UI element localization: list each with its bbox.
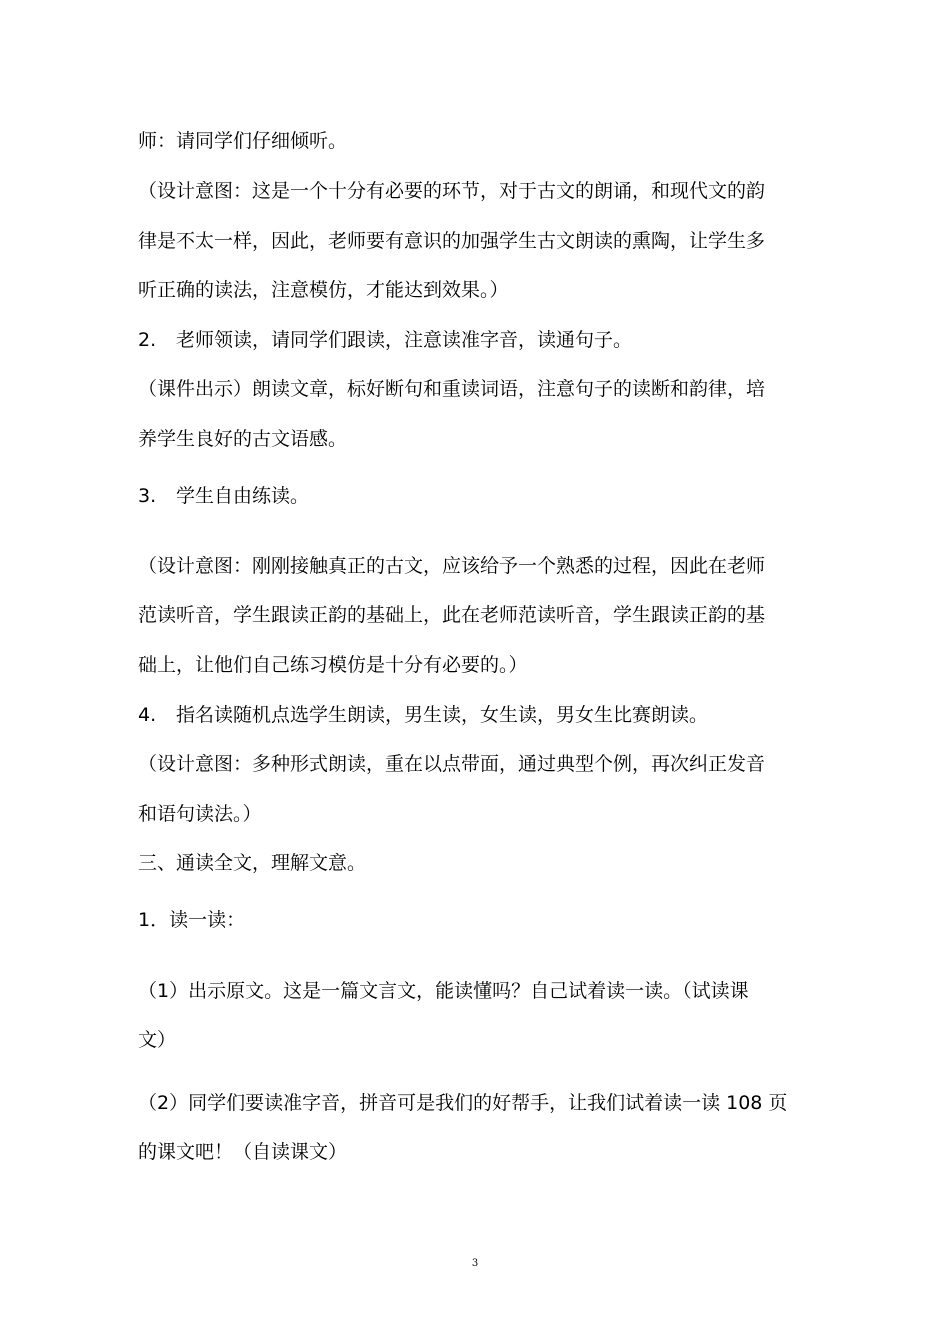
text-line: （设计意图：多种形式朗读，重在以点带面，通过典型个例，再次纠正发音 [138, 753, 766, 775]
text-line: 听正确的读法，注意模仿，才能达到效果。） [138, 279, 509, 301]
text-line: 律是不太一样，因此，老师要有意识的加强学生古文朗读的熏陶，让学生多 [138, 230, 766, 252]
subsection-heading: 1．读一读： [138, 909, 246, 931]
list-number: 3. [138, 485, 157, 507]
text-line: （课件出示）朗读文章，标好断句和重读词语，注意句子的读断和韵律，培 [138, 378, 766, 400]
text-line: （2）同学们要读准字音，拼音可是我们的好帮手，让我们试着读一读 108 页 [138, 1092, 788, 1114]
text-line: 础上，让他们自己练习模仿是十分有必要的。） [138, 654, 528, 676]
text-line: 范读听音，学生跟读正韵的基础上，此在老师范读听音，学生跟读正韵的基 [138, 604, 766, 626]
text-line: 的课文吧！（自读课文） [138, 1141, 348, 1163]
list-number: 2. [138, 329, 157, 351]
list-item-text: 指名读随机点选学生朗读，男生读，女生读，男女生比赛朗读。 [176, 704, 709, 726]
list-item [138, 702, 818, 728]
list-item [138, 483, 818, 509]
text-line: （设计意图：刚刚接触真正的古文，应该给予一个熟悉的过程，因此在老师 [138, 555, 766, 577]
text-line: 养学生良好的古文语感。 [138, 428, 348, 450]
list-number: 4. [138, 704, 157, 726]
page-number: 3 [471, 1258, 479, 1269]
text-line: 师：请同学们仔细倾听。 [138, 130, 348, 152]
list-item-text: 学生自由练读。 [176, 485, 310, 507]
text-line: （1）出示原文。这是一篇文言文，能读懂吗？自己试着读一读。（试读课 [138, 980, 749, 1002]
section-heading: 三、通读全文，理解文意。 [138, 852, 367, 874]
list-item [138, 327, 818, 353]
text-line: 和语句读法。） [138, 803, 262, 825]
text-line: （设计意图：这是一个十分有必要的环节，对于古文的朗诵，和现代文的韵 [138, 180, 766, 202]
list-item-text: 老师领读，请同学们跟读，注意读准字音，读通句子。 [176, 329, 633, 351]
text-line: 文） [138, 1029, 177, 1051]
